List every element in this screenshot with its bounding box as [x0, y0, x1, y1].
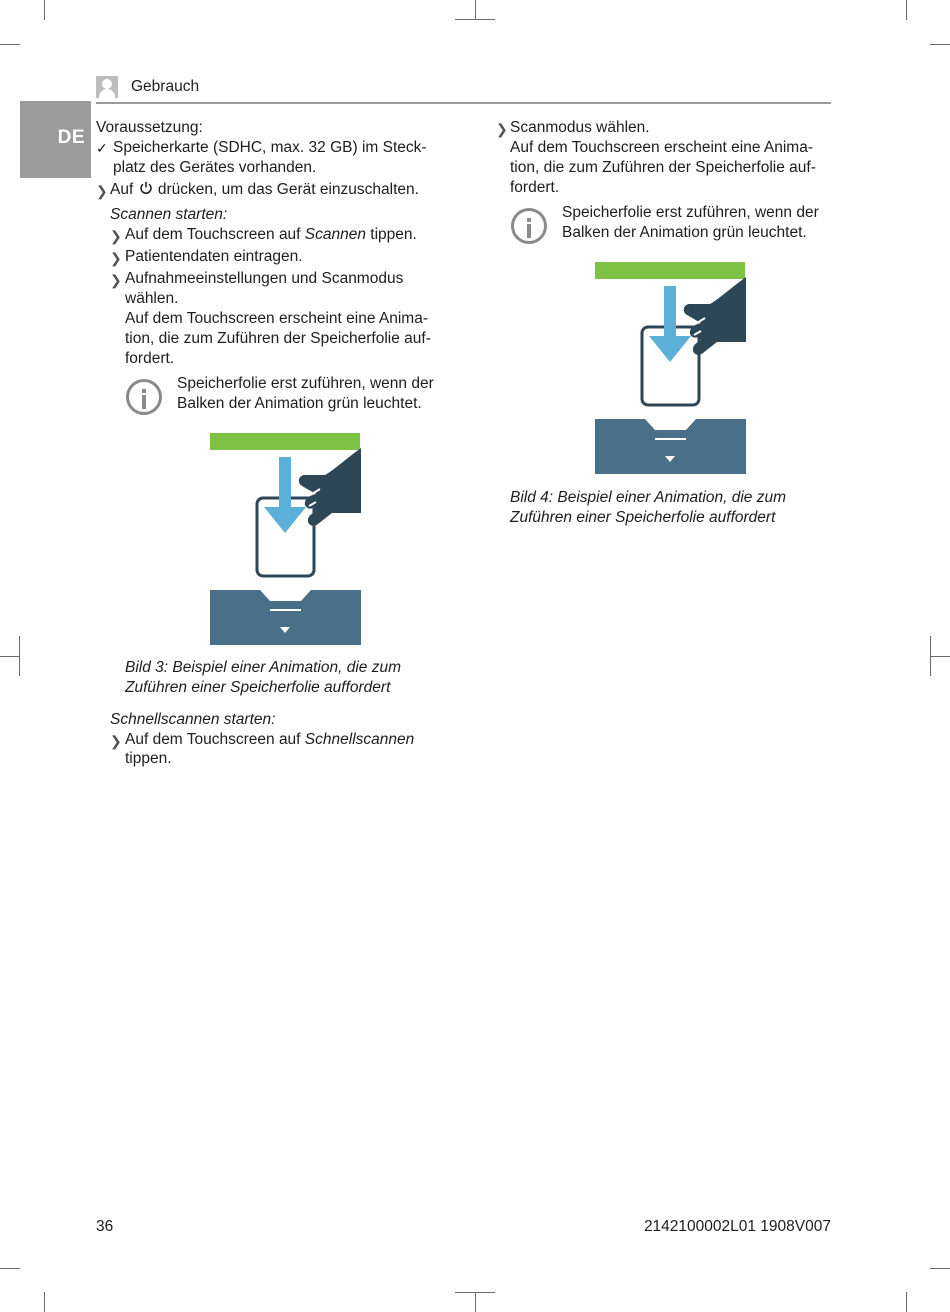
step-result: Auf dem Touchscreen erscheint eine Anima-: [125, 310, 428, 327]
step-chevron-icon: ❯: [110, 228, 122, 244]
quick-scan-heading: Schnellscannen starten:: [110, 711, 276, 728]
step-power-pre: Auf: [110, 181, 134, 198]
step-chevron-icon: ❯: [110, 250, 122, 266]
figure-caption: Zuführen einer Speicherfolie auffordert: [510, 509, 776, 526]
note-text: Balken der Animation grün leuchtet.: [177, 395, 422, 412]
step-chevron-icon: ❯: [96, 183, 108, 199]
step-scan-mode: Scanmodus wählen.: [510, 119, 650, 136]
scanner-tray: [595, 419, 746, 474]
prerequisite-text: Speicherkarte (SDHC, max. 32 GB) im Steck-: [113, 139, 427, 156]
note-text: Balken der Animation grün leuchtet.: [562, 224, 807, 241]
crop-mark: [44, 0, 45, 20]
crop-mark: [906, 1292, 907, 1312]
step-quick-scan: tippen.: [125, 750, 172, 767]
crop-mark: [475, 0, 476, 20]
animation-illustration: [595, 262, 746, 474]
crop-mark: [19, 636, 20, 676]
ui-term-schnellscannen: Schnellscannen: [304, 731, 415, 748]
section-title: Gebrauch: [131, 78, 200, 95]
step-result: tion, die zum Zuführen der Speicherfolie auf-: [510, 159, 816, 176]
step-power-on: [110, 180, 419, 200]
step-result: tion, die zum Zuführen der Speicherfolie auf-: [125, 330, 431, 347]
crop-mark: [0, 44, 20, 45]
note-text: Speicherfolie erst zuführen, wenn der: [177, 375, 434, 392]
crop-mark: [0, 656, 20, 657]
tray-slot-line: [655, 438, 686, 440]
ui-term-scannen: Scannen: [304, 226, 366, 243]
crop-mark: [455, 19, 495, 20]
scanner-tray: [210, 590, 361, 645]
step-scan: [125, 225, 417, 245]
crop-mark: [0, 1268, 20, 1269]
note-text: Speicherfolie erst zuführen, wenn der: [562, 204, 819, 221]
step-chevron-icon: ❯: [110, 733, 122, 749]
step-settings: wählen.: [125, 290, 179, 307]
tray-slot-line: [270, 609, 301, 611]
green-progress-bar: [210, 433, 360, 450]
step-patient-data: Patientendaten eintragen.: [125, 248, 303, 265]
step-text: Auf dem Touchscreen auf: [125, 226, 305, 243]
step-result: fordert.: [510, 179, 560, 196]
crop-mark: [930, 636, 931, 676]
info-icon: [126, 379, 162, 415]
step-quick-scan: [125, 730, 414, 750]
step-chevron-icon: ❯: [110, 272, 122, 288]
step-text: tippen.: [366, 226, 417, 243]
step-text: Auf dem Touchscreen auf: [125, 731, 305, 748]
power-icon: [139, 181, 153, 195]
crop-mark: [455, 1292, 495, 1293]
crop-mark: [930, 656, 950, 657]
page-number: 36: [96, 1218, 114, 1235]
green-progress-bar: [595, 262, 745, 279]
crop-mark: [475, 1292, 476, 1312]
animation-illustration: [210, 433, 361, 645]
crop-mark: [930, 44, 950, 45]
language-tab: DE: [20, 101, 91, 178]
figure-caption: Bild 3: Beispiel einer Animation, die zum: [125, 659, 401, 676]
prerequisite-label: Voraussetzung:: [96, 119, 203, 136]
step-result: Auf dem Touchscreen erscheint eine Anima-: [510, 139, 813, 156]
crop-mark: [44, 1292, 45, 1312]
info-icon: [511, 208, 547, 244]
prerequisite-text: platz des Gerätes vorhanden.: [113, 159, 317, 176]
step-settings: Aufnahmeeinstellungen und Scanmodus: [125, 270, 404, 287]
step-chevron-icon: ❯: [496, 121, 508, 137]
scan-heading: Scannen starten:: [110, 206, 228, 223]
figure-caption: Zuführen einer Speicherfolie auffordert: [125, 679, 391, 696]
crop-mark: [930, 1268, 950, 1269]
crop-mark: [906, 0, 907, 20]
page-header: [96, 76, 831, 104]
document-id: 2142100002L01 1908V007: [643, 1218, 831, 1235]
checkmark-icon: ✓: [96, 140, 108, 156]
figure-caption: Bild 4: Beispiel einer Animation, die zum: [510, 489, 786, 506]
person-icon: [96, 76, 118, 98]
step-result: fordert.: [125, 350, 175, 367]
step-power-post: drücken, um das Gerät einzuschalten.: [157, 181, 419, 198]
